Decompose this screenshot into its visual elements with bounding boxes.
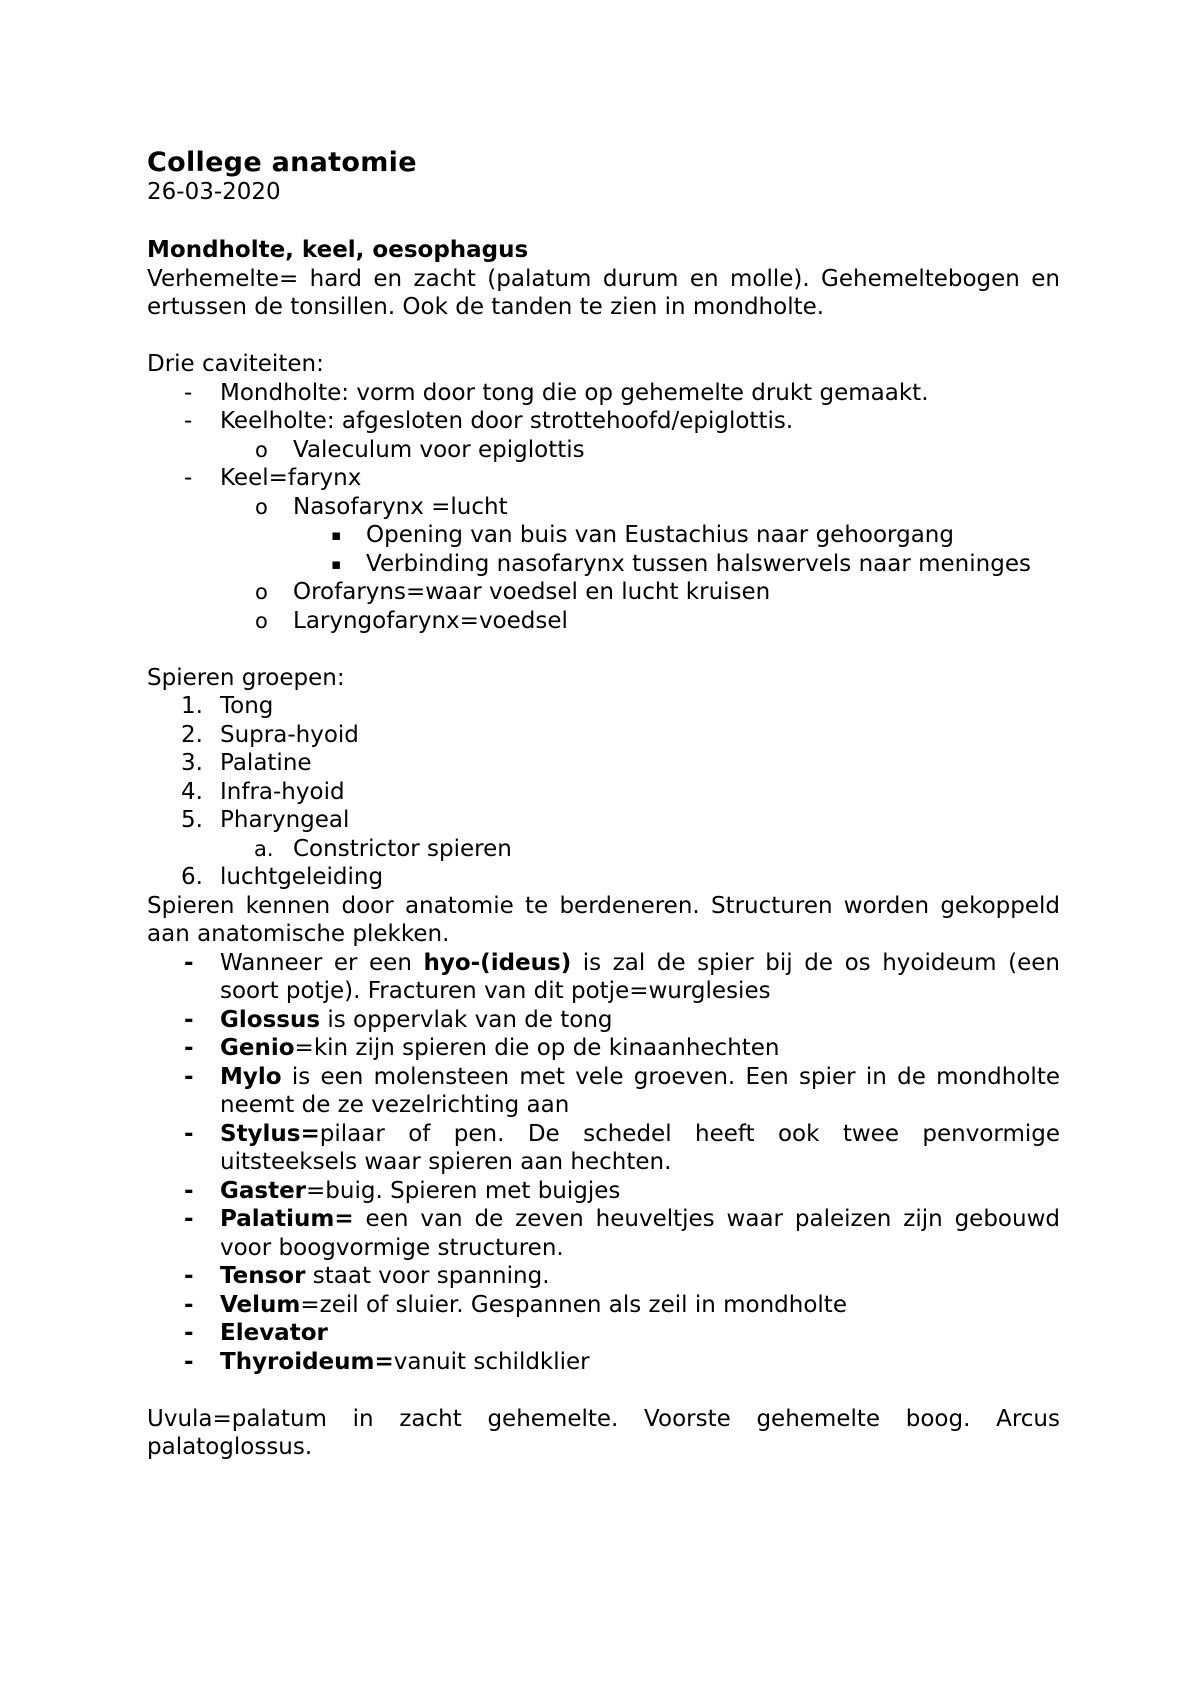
term-keyword: Mylo: [220, 1063, 282, 1090]
dash-bullet: -: [184, 408, 193, 434]
circle-bullet: o: [255, 494, 268, 519]
dash-bullet: -: [184, 1177, 194, 1204]
dash-bullet: -: [184, 1263, 194, 1289]
list-item: - Keelholte: afgesloten door strottehoofd/epiglottis.: [184, 408, 794, 434]
list-item: o Laryngofarynx=voedsel: [255, 607, 568, 634]
list-item: o Orofaryns=waar voedsel en lucht kruisen: [255, 579, 771, 605]
list-number: 6.: [181, 864, 203, 890]
dash-bullet: -: [184, 1320, 194, 1346]
list-item: - Mondholte: vorm door tong die op gehemelte drukt gemaakt.: [184, 379, 929, 406]
term-keyword: Glossus: [220, 1006, 321, 1033]
term-item: - Velum=zeil of sluier. Gespannen als zeil in mondholte: [184, 1291, 847, 1318]
list-item: ▪ Opening van buis van Eustachius naar gehoorgang: [331, 522, 954, 548]
list-item: 5. Pharyngeal: [181, 807, 350, 833]
term-keyword: Velum: [220, 1291, 301, 1318]
list-number: 2.: [181, 721, 203, 748]
muscle-groups-heading: Spieren groepen:: [147, 664, 345, 691]
dash-bullet: -: [184, 1063, 194, 1090]
list-item: o Valeculum voor epiglottis: [255, 436, 585, 463]
muscles-paragraph: Spieren kennen door anatomie te berdeneren. Structuren worden gekoppeld aan anatomische plekken.: [147, 892, 1060, 947]
term-item: - Wanneer er een hyo-(ideus) is zal de spier bij de os hyoideum (een soort potje). Fracturen van dit potje=wurglesies: [184, 949, 1060, 1004]
dash-bullet: -: [184, 1006, 194, 1033]
list-item: a. Constrictor spieren: [254, 835, 512, 862]
term-item: [147, 1319, 1060, 1348]
dash-bullet: -: [184, 1206, 194, 1232]
circle-bullet: o: [255, 608, 268, 633]
document-date: 26-03-2020: [147, 179, 281, 205]
dash-bullet: -: [184, 1291, 194, 1318]
term-keyword: Elevator: [220, 1320, 328, 1346]
term-item: - Mylo is een molensteen met vele groeven. Een spier in de mondholte neemt de ze vezelrichting aan: [184, 1063, 1060, 1118]
cavities-heading: Drie caviteiten:: [147, 351, 324, 377]
term-item: - Gaster=buig. Spieren met buigjes: [184, 1177, 621, 1204]
term-keyword: Stylus=: [220, 1120, 320, 1147]
square-bullet: ▪: [331, 526, 342, 544]
muscle-groups-list: [147, 692, 1060, 892]
term-keyword: Thyroideum=: [220, 1348, 394, 1375]
dash-bullet: -: [184, 949, 194, 976]
circle-bullet: o: [255, 580, 268, 604]
dash-bullet: -: [184, 1120, 194, 1147]
term-keyword: Tensor: [220, 1263, 306, 1289]
term-item: - Genio=kin zijn spieren die op de kinaanhechten: [184, 1035, 780, 1061]
term-keyword: Genio: [220, 1035, 295, 1061]
term-keyword: hyo-(ideus): [423, 949, 572, 976]
term-keyword: Palatium=: [220, 1206, 354, 1232]
document-body: [147, 236, 1060, 1462]
closing-paragraph: Uvula=palatum in zacht gehemelte. Voorste gehemelte boog. Arcus palatoglossus.: [147, 1405, 1060, 1460]
list-number: 3.: [181, 750, 203, 776]
circle-bullet: o: [255, 437, 268, 462]
dash-bullet: -: [184, 1035, 194, 1061]
list-item: 6. luchtgeleiding: [181, 864, 384, 890]
section-heading: Mondholte, keel, oesophagus: [147, 237, 529, 263]
terms-list: [147, 949, 1060, 1377]
term-item: - Stylus=pilaar of pen. De schedel heeft ook twee penvormige uitsteeksels waar spieren aan hechten.: [184, 1120, 1060, 1175]
list-item: 1. Tong: [181, 693, 274, 719]
list-number: 4.: [181, 778, 203, 805]
intro-paragraph: Verhemelte= hard en zacht (palatum durum en molle). Gehemeltebogen en ertussen de tonsillen. Ook de tanden te zien in mondholte.: [147, 265, 1060, 320]
list-number: 1.: [181, 693, 203, 719]
term-item: - Tensor staat voor spanning.: [184, 1263, 550, 1289]
list-number: 5.: [181, 807, 203, 833]
list-item: o Nasofarynx =lucht: [255, 493, 508, 520]
dash-bullet: -: [184, 1348, 194, 1375]
dash-bullet: -: [184, 465, 193, 491]
list-item: - Keel=farynx: [184, 465, 362, 491]
cavities-list: [147, 379, 1060, 636]
square-bullet: ▪: [331, 554, 342, 573]
list-item: ▪ Verbinding nasofarynx tussen halswervels naar meninges: [331, 550, 1031, 577]
dash-bullet: -: [184, 379, 193, 406]
term-keyword: Gaster: [220, 1177, 307, 1204]
term-item: - Thyroideum=vanuit schildklier: [184, 1348, 590, 1375]
document-title: College anatomie: [147, 147, 417, 178]
list-letter: a.: [254, 836, 274, 861]
term-item: - Palatium= een van de zeven heuveltjes waar paleizen zijn gebouwd voor boogvormige structuren.: [184, 1206, 1060, 1261]
term-item: - Glossus is oppervlak van de tong: [184, 1006, 613, 1033]
list-item: 2. Supra-hyoid: [181, 721, 359, 748]
list-item: 4. Infra-hyoid: [181, 778, 345, 805]
list-item: 3. Palatine: [181, 750, 312, 776]
